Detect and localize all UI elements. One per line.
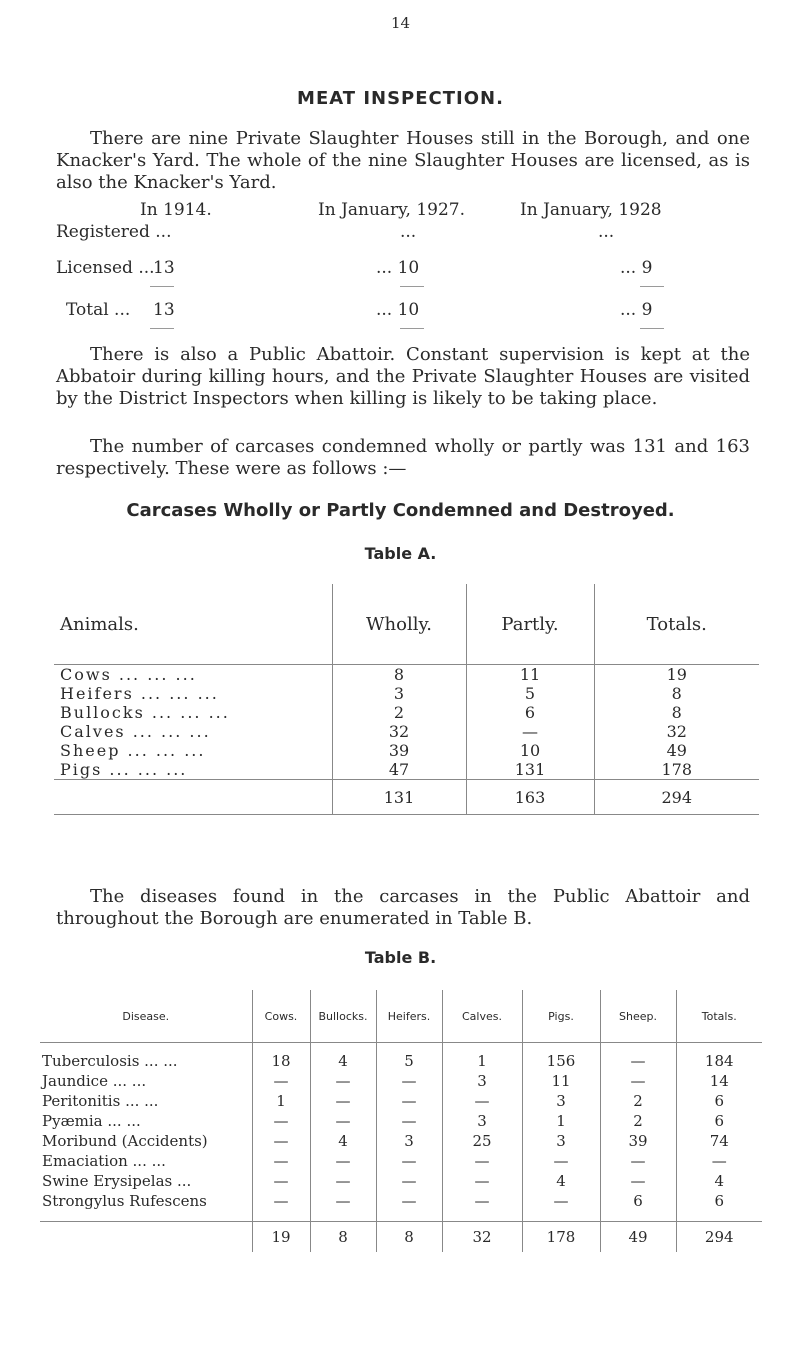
- table-total: 294: [676, 1222, 762, 1253]
- table-cell: 3: [442, 1071, 522, 1091]
- table-b-header: Disease.: [122, 1009, 170, 1023]
- stats-value: ...: [400, 222, 417, 242]
- table-b-header: Cows.: [252, 990, 310, 1043]
- stats-col-1928: In January, 1928: [520, 200, 662, 220]
- table-total: 131: [332, 780, 466, 815]
- table-cell: 6: [600, 1191, 676, 1222]
- table-a-header: Animals.: [60, 613, 139, 635]
- intro-paragraph: [56, 128, 750, 194]
- table-a-header-row: [54, 584, 759, 665]
- table-b-header: Heifers.: [376, 990, 442, 1043]
- stats-value: ... 10: [376, 258, 420, 278]
- table-row: [40, 1151, 762, 1171]
- table-cell: 8: [332, 665, 466, 685]
- table-total: 163: [466, 780, 594, 815]
- table-a-header: Wholly.: [332, 584, 466, 665]
- table-cell: 4: [310, 1131, 376, 1151]
- table-row: [54, 684, 759, 703]
- table-cell: —: [466, 722, 594, 741]
- table-cell: 25: [442, 1131, 522, 1151]
- table-total: 8: [376, 1222, 442, 1253]
- table-cell: —: [522, 1151, 600, 1171]
- table-cell: —: [310, 1091, 376, 1111]
- intro-paragraph-text: There are nine Private Slaughter Houses still in the Borough, and one Knacker's Yard. The whole of the nine Slaughter Houses are licensed, as is also the Knacker's Yard.: [56, 128, 750, 193]
- table-row: [54, 722, 759, 741]
- table-row: [40, 1043, 762, 1072]
- table-cell: —: [310, 1071, 376, 1091]
- table-cell: —: [600, 1171, 676, 1191]
- table-cell: —: [442, 1171, 522, 1191]
- table-cell: Swine Erysipelas ...: [42, 1172, 192, 1190]
- stats-label: Total ...: [66, 300, 131, 320]
- table-cell: —: [376, 1071, 442, 1091]
- table-row: [54, 741, 759, 760]
- table-cell: [54, 780, 332, 815]
- divider: [640, 286, 664, 287]
- page-number: 14: [390, 14, 411, 32]
- table-cell: Pigs ... ... ...: [60, 760, 188, 779]
- stats-value: 13: [153, 258, 175, 278]
- table-cell: 39: [332, 741, 466, 760]
- abattoir-paragraph-text: There is also a Public Abattoir. Constant supervision is kept at the Abbatoir during killing hours, and the Private Slaughter Houses are visited by the District Inspectors when killing is likely to be taking place.: [56, 344, 750, 409]
- divider: [400, 286, 424, 287]
- table-cell: —: [600, 1151, 676, 1171]
- table-b: [40, 990, 762, 1252]
- table-cell: Sheep ... ... ...: [60, 741, 206, 760]
- table-cell: 8: [594, 684, 759, 703]
- table-cell: Peritonitis ... ...: [42, 1092, 159, 1110]
- table-cell: —: [310, 1111, 376, 1131]
- table-cell: 6: [676, 1091, 762, 1111]
- divider: [640, 328, 664, 329]
- divider: [150, 328, 174, 329]
- table-row: [40, 1131, 762, 1151]
- table-cell: —: [252, 1191, 310, 1222]
- table-cell: Heifers ... ... ...: [60, 684, 219, 703]
- table-a-title: Table A.: [364, 544, 437, 563]
- table-b-header: Pigs.: [522, 990, 600, 1043]
- table-cell: —: [442, 1151, 522, 1171]
- table-a-header: Partly.: [466, 584, 594, 665]
- table-cell: 4: [310, 1043, 376, 1072]
- stats-row-licensed: [0, 258, 801, 278]
- table-cell: 4: [522, 1171, 600, 1191]
- table-cell: —: [442, 1191, 522, 1222]
- table-b-header: Totals.: [676, 990, 762, 1043]
- stats-header-row: [0, 200, 801, 220]
- table-cell: 5: [376, 1043, 442, 1072]
- table-row: [40, 1171, 762, 1191]
- table-total: 49: [600, 1222, 676, 1253]
- table-row: [54, 665, 759, 685]
- table-cell: [40, 1222, 252, 1253]
- stats-col-1927: In January, 1927.: [318, 200, 465, 220]
- table-cell: 3: [442, 1111, 522, 1131]
- table-cell: —: [522, 1191, 600, 1222]
- table-cell: 47: [332, 760, 466, 780]
- table-cell: —: [376, 1111, 442, 1131]
- table-cell: 11: [466, 665, 594, 685]
- table-cell: 11: [522, 1071, 600, 1091]
- table-cell: —: [376, 1151, 442, 1171]
- table-b-header-row: [40, 990, 762, 1043]
- table-cell: —: [442, 1091, 522, 1111]
- table-cell: —: [310, 1151, 376, 1171]
- table-cell: 3: [522, 1091, 600, 1111]
- table-cell: 4: [676, 1171, 762, 1191]
- stats-value: 13: [153, 300, 175, 320]
- table-cell: 32: [594, 722, 759, 741]
- table-cell: 6: [466, 703, 594, 722]
- table-cell: 10: [466, 741, 594, 760]
- table-b-header: Bullocks.: [310, 990, 376, 1043]
- table-cell: —: [310, 1191, 376, 1222]
- divider: [150, 286, 174, 287]
- table-cell: Emaciation ... ...: [42, 1152, 166, 1170]
- stats-value: ...: [598, 222, 615, 242]
- table-cell: 156: [522, 1043, 600, 1072]
- table-cell: —: [252, 1071, 310, 1091]
- table-cell: 2: [332, 703, 466, 722]
- table-cell: 18: [252, 1043, 310, 1072]
- table-cell: Bullocks ... ... ...: [60, 703, 230, 722]
- table-cell: —: [310, 1171, 376, 1191]
- table-cell: 14: [676, 1071, 762, 1091]
- table-cell: 74: [676, 1131, 762, 1151]
- diseases-paragraph: [56, 886, 750, 930]
- table-cell: —: [376, 1171, 442, 1191]
- table-a-header: Totals.: [594, 584, 759, 665]
- stats-label: Registered ...: [56, 222, 172, 242]
- table-cell: 131: [466, 760, 594, 780]
- table-cell: —: [252, 1171, 310, 1191]
- table-total: 294: [594, 780, 759, 815]
- table-cell: 1: [442, 1043, 522, 1072]
- condemned-paragraph: [56, 436, 750, 480]
- table-cell: 2: [600, 1091, 676, 1111]
- stats-value: ... 9: [620, 300, 653, 320]
- table-cell: —: [676, 1151, 762, 1171]
- table-row: [40, 1191, 762, 1222]
- table-cell: 1: [252, 1091, 310, 1111]
- table-cell: Tuberculosis ... ...: [42, 1052, 178, 1070]
- table-cell: —: [252, 1131, 310, 1151]
- table-cell: Cows ... ... ...: [60, 665, 197, 684]
- table-cell: 2: [600, 1111, 676, 1131]
- table-cell: —: [600, 1071, 676, 1091]
- table-total: 8: [310, 1222, 376, 1253]
- table-cell: Jaundice ... ...: [42, 1072, 147, 1090]
- table-b-header: Calves.: [442, 990, 522, 1043]
- table-cell: —: [376, 1091, 442, 1111]
- table-row: [54, 760, 759, 780]
- table-cell: —: [252, 1151, 310, 1171]
- table-row: [40, 1091, 762, 1111]
- condemned-paragraph-text: The number of carcases condemned wholly or partly was 131 and 163 respectively. These were as follows :—: [56, 436, 750, 479]
- table-cell: 6: [676, 1111, 762, 1131]
- table-cell: 6: [676, 1191, 762, 1222]
- table-b-totals-row: [40, 1222, 762, 1253]
- table-cell: 32: [332, 722, 466, 741]
- stats-label: Licensed ...: [56, 258, 155, 278]
- table-cell: 3: [332, 684, 466, 703]
- table-total: 178: [522, 1222, 600, 1253]
- table-a: [54, 584, 759, 815]
- table-b-title: Table B.: [364, 948, 437, 967]
- table-row: [40, 1071, 762, 1091]
- table-cell: Strongylus Rufescens: [42, 1192, 207, 1210]
- abattoir-paragraph: [56, 344, 750, 410]
- table-cell: 39: [600, 1131, 676, 1151]
- stats-value: ... 10: [376, 300, 420, 320]
- table-cell: 3: [522, 1131, 600, 1151]
- table-cell: 49: [594, 741, 759, 760]
- table-cell: 178: [594, 760, 759, 780]
- stats-col-1914: In 1914.: [140, 200, 212, 220]
- divider: [400, 328, 424, 329]
- stats-row-registered: [0, 222, 801, 242]
- table-cell: 184: [676, 1043, 762, 1072]
- table-cell: 1: [522, 1111, 600, 1131]
- table-cell: 8: [594, 703, 759, 722]
- table-cell: —: [376, 1191, 442, 1222]
- table-cell: —: [252, 1111, 310, 1131]
- table-cell: —: [600, 1043, 676, 1072]
- table-a-heading: Carcases Wholly or Partly Condemned and Destroyed.: [126, 500, 675, 521]
- table-cell: 3: [376, 1131, 442, 1151]
- table-total: 19: [252, 1222, 310, 1253]
- table-cell: 19: [594, 665, 759, 685]
- table-cell: Calves ... ... ...: [60, 722, 211, 741]
- stats-value: ... 9: [620, 258, 653, 278]
- table-cell: Pyæmia ... ...: [42, 1112, 141, 1130]
- diseases-paragraph-text: The diseases found in the carcases in the Public Abattoir and throughout the Borough are enumerated in Table B.: [56, 886, 750, 929]
- table-b-header: Sheep.: [600, 990, 676, 1043]
- table-row: [40, 1111, 762, 1131]
- table-total: 32: [442, 1222, 522, 1253]
- table-cell: 5: [466, 684, 594, 703]
- table-a-totals-row: [54, 780, 759, 815]
- table-cell: Moribund (Accidents): [42, 1132, 208, 1150]
- table-row: [54, 703, 759, 722]
- page-heading: MEAT INSPECTION.: [297, 88, 504, 109]
- stats-row-total: [0, 300, 801, 320]
